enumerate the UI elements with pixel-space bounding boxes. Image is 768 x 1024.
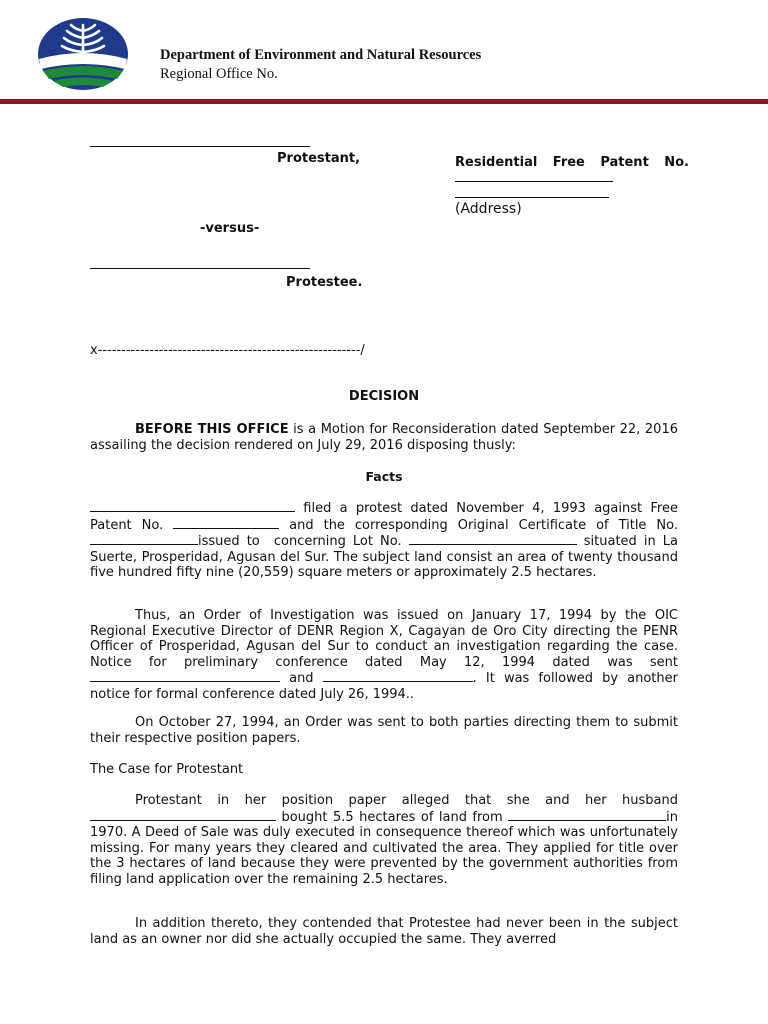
- case-paragraph-1: Protestant in her position paper alleged that she and her husband bought 5.5 hectares of land from in 1970. A Deed of Sale was duly executed in consequence thereof which was unfortunately missing. For many years they cleared and cultivated the area. They applied for title over the 3 hectares of land because they were prevented by the government authorities from filing land application over the remaining 2.5 hectares.: [90, 793, 678, 887]
- intro-text: is a Motion for Reconsideration dated September 22, 2016 assailing the decision rendered on July 29, 2016 disposing thusly:: [90, 422, 678, 453]
- protestant-label: Protestant,: [277, 151, 361, 166]
- intro-lead: BEFORE THIS OFFICE: [135, 422, 289, 437]
- patent-number-blank: [455, 170, 613, 187]
- denr-logo: [37, 17, 129, 91]
- caption-separator: x--------------------------------------------------------/: [90, 343, 365, 358]
- intro-paragraph: [90, 422, 678, 453]
- facts-paragraph-3: On October 27, 1994, an Order was sent to both parties directing them to submit their respective position papers.: [90, 715, 678, 746]
- case-heading: The Case for Protestant: [90, 762, 244, 777]
- patent-label: Residential Free Patent No.: [455, 155, 689, 170]
- facts-heading: Facts: [365, 469, 403, 484]
- protestee-label: Protestee.: [286, 275, 363, 290]
- case-paragraph-2: In addition thereto, they contended that Protestee had never been in the subject land as an owner nor did she actually occupied the same. They averred: [90, 916, 678, 947]
- department-name: Department of Environment and Natural Resources: [160, 47, 482, 63]
- facts-paragraph-2: Thus, an Order of Investigation was issued on January 17, 1994 by the OIC Regional Executive Director of DENR Region X, Cagayan de Oro City directing the PENR Officer of Prosperidad, Agusan del Sur to conduct an investigation regarding the case. Notice for preliminary conference dated May 12, 1994 dated was sent and . It was followed by another notice for formal conference dated July 26, 1994..: [90, 608, 678, 702]
- address-label: (Address): [455, 201, 522, 217]
- versus-label: -versus-: [200, 221, 260, 236]
- header-divider: [0, 99, 768, 104]
- decision-title: DECISION: [348, 389, 420, 404]
- facts-paragraph-1: filed a protest dated November 4, 1993 against Free Patent No. and the corresponding Original Certificate of Title No. issued to concerning Lot No. situated in La Suerte, Prosperidad, Agusan del Sur. The subject land consist an area of twenty thousand five hundred fifty nine (20,559) square meters or approximately 2.5 hectares.: [90, 501, 678, 580]
- regional-office: Regional Office No.: [160, 66, 278, 82]
- protestee-name-blank: [90, 257, 310, 274]
- protestant-name-blank: [90, 135, 310, 152]
